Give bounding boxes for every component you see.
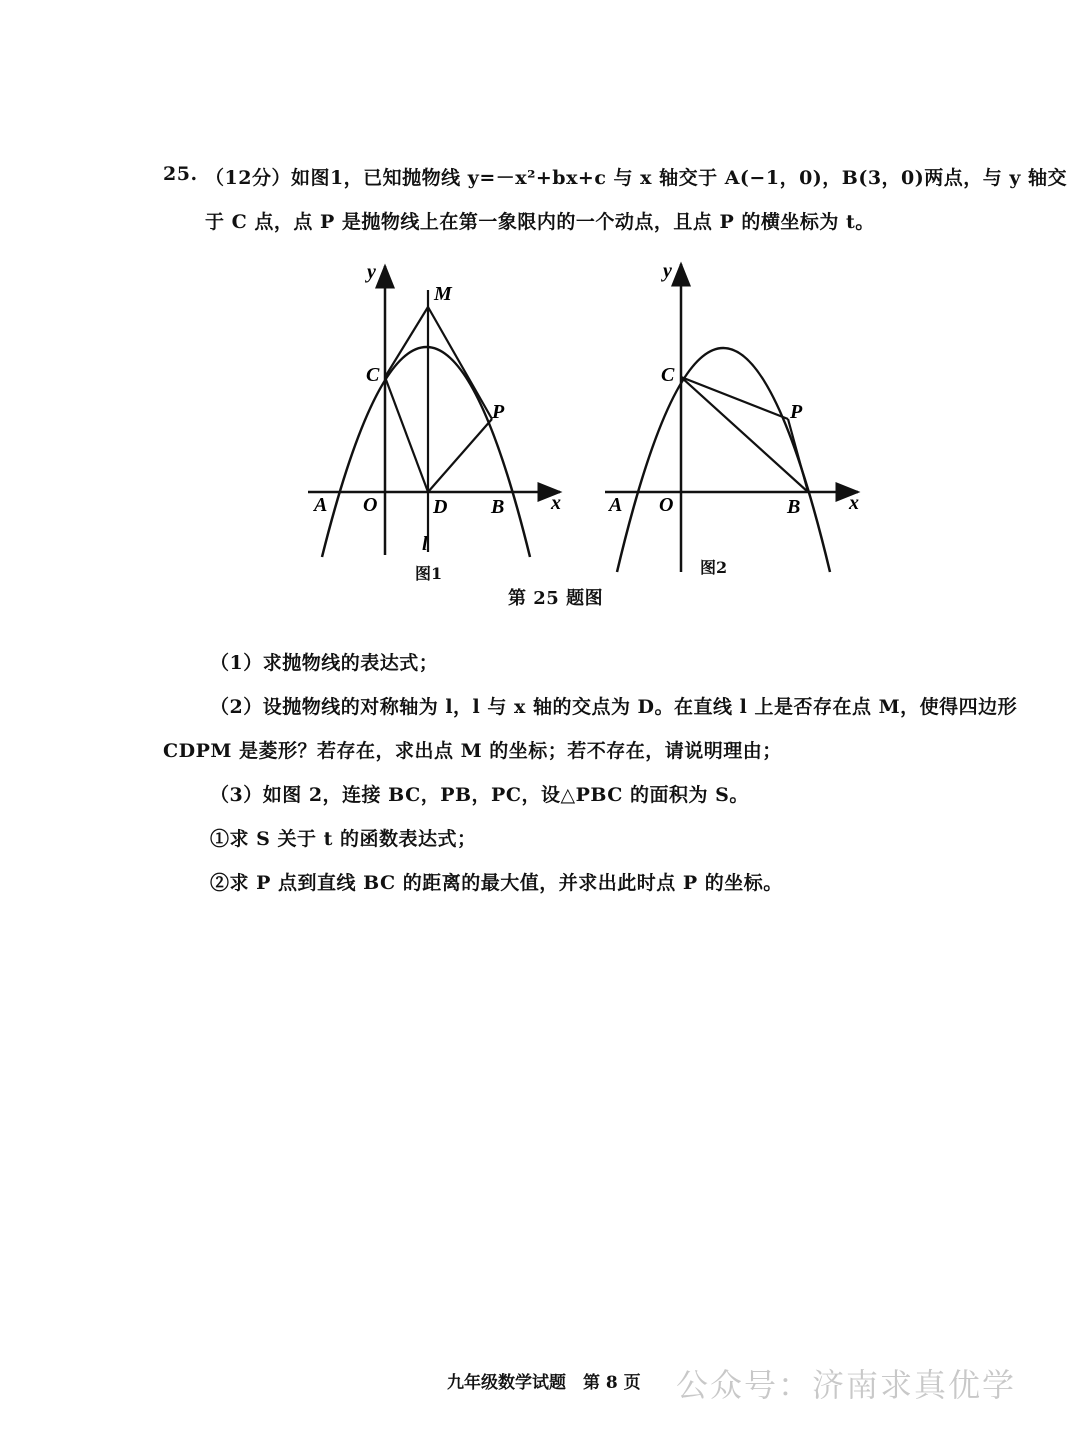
label-c: C <box>366 364 380 386</box>
question-line-1: （12分）如图1，已知抛物线 y=－x²+bx+c 与 x 轴交于 A(−1，0)，B(3，0)两点，与 y 轴交 <box>205 167 1068 189</box>
label-m: M <box>434 283 452 305</box>
figure-1 <box>300 255 580 589</box>
label-p: P <box>790 401 803 423</box>
segment-cd <box>385 377 428 492</box>
part-3-1: ①求 S 关于 t 的函数表达式； <box>210 828 477 850</box>
question-line-2: 于 C 点，点 P 是抛物线上在第一象限内的一个动点，且点 P 的横坐标为 t。 <box>205 211 875 233</box>
label-c: C <box>661 364 675 386</box>
parabola <box>617 348 830 572</box>
label-a: A <box>314 494 328 516</box>
figure-caption: 第 25 题图 <box>508 588 604 609</box>
label-o: O <box>659 494 674 516</box>
segment-mp <box>428 307 492 419</box>
label-y: y <box>367 261 376 283</box>
figure-1-svg <box>300 255 580 585</box>
label-a: A <box>609 494 623 516</box>
part-3: （3）如图 2，连接 BC，PB，PC，设△PBC 的面积为 S。 <box>210 784 749 806</box>
label-p: P <box>492 401 505 423</box>
segment-cm <box>385 307 428 377</box>
label-b: B <box>787 496 801 518</box>
label-x: x <box>551 492 561 514</box>
page-footer: 九年级数学试题 第 8 页 <box>447 1373 641 1393</box>
part-3-2: ②求 P 点到直线 BC 的距离的最大值，并求出此时点 P 的坐标。 <box>210 872 783 894</box>
label-y: y <box>663 260 672 282</box>
figure-2-caption: 图2 <box>700 558 728 577</box>
label-d: D <box>433 496 448 518</box>
question-number: 25. <box>163 163 198 185</box>
part-2-line-1: （2）设抛物线的对称轴为 l，l 与 x 轴的交点为 D。在直线 l 上是否存在点 M，使得四边形 <box>210 696 1018 718</box>
part-1: （1）求抛物线的表达式； <box>210 652 439 674</box>
label-l: l <box>422 533 428 555</box>
figure-2-svg <box>600 255 890 585</box>
segment-pc <box>681 377 788 419</box>
label-b: B <box>491 496 505 518</box>
watermark: 公众号：济南求真优学 <box>676 1366 1017 1404</box>
figure-2 <box>600 255 890 589</box>
parabola <box>322 347 530 557</box>
segment-pb <box>788 419 808 492</box>
label-x: x <box>849 492 859 514</box>
part-2-line-2: CDPM 是菱形？若存在，求出点 M 的坐标；若不存在，请说明理由； <box>163 740 782 762</box>
segment-dp <box>428 419 492 492</box>
label-o: O <box>363 494 378 516</box>
figure-1-caption: 图1 <box>415 564 443 583</box>
